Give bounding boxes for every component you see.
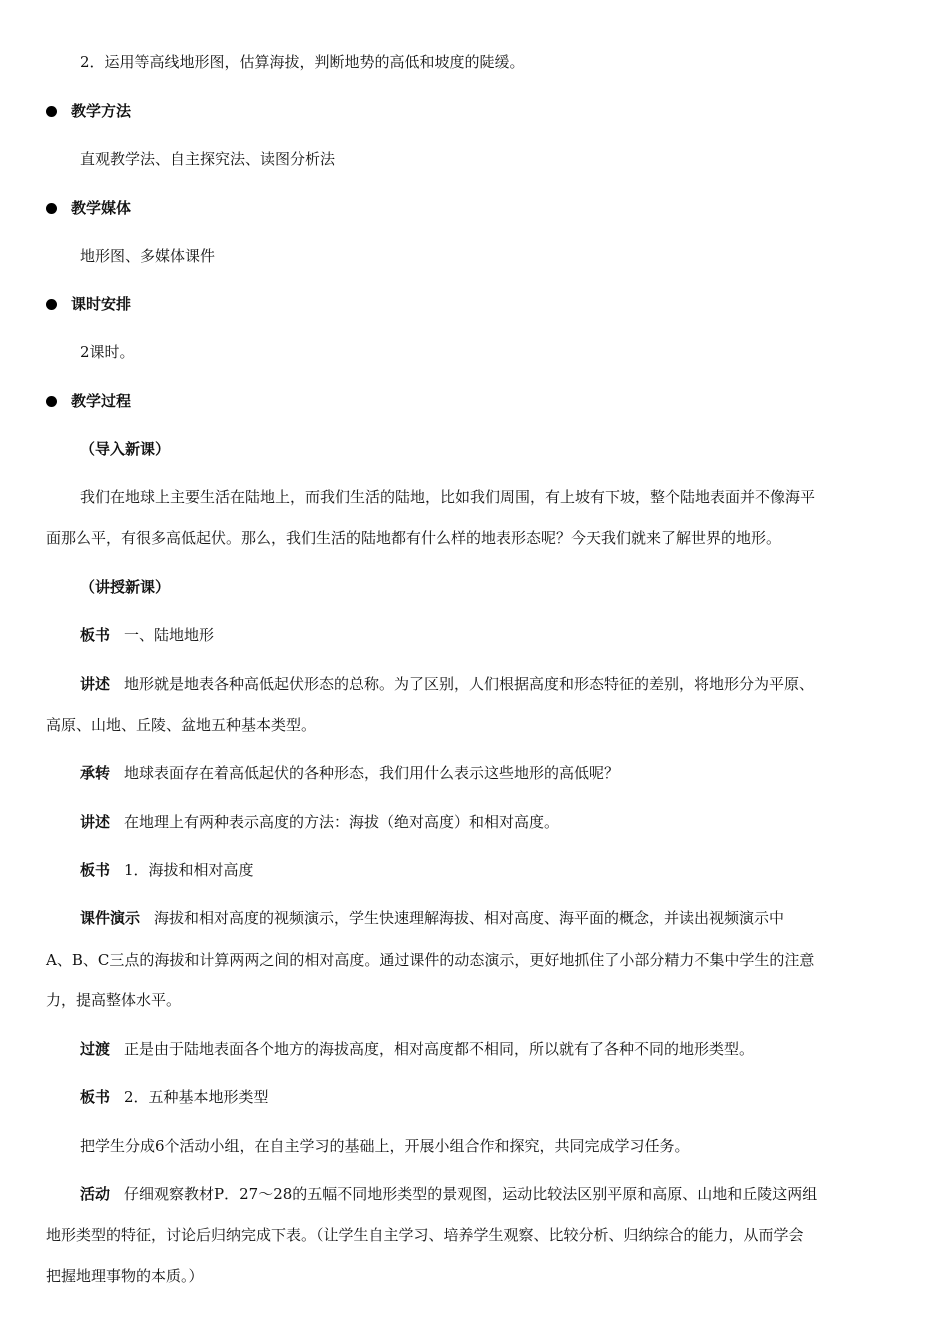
content: 海拔和相对高度的视频演示，学生快速理解海拔、相对高度、海平面的概念，并读出视频演示中 [154, 909, 785, 927]
heading-teaching-method [46, 101, 906, 121]
keyword: 板书 [80, 1088, 111, 1106]
transition-1 [80, 763, 940, 783]
heading-text: 课时安排 [71, 295, 132, 313]
class-schedule-text: 2课时。 [80, 343, 135, 361]
lecture-1-continued: 高原、山地、丘陵、盆地五种基本类型。 [46, 716, 317, 734]
activity [80, 1184, 940, 1204]
board-3 [80, 1087, 940, 1107]
content: 一、陆地地形 [124, 626, 215, 644]
content: 正是由于陆地表面各个地方的海拔高度，相对高度都不相同，所以就有了各种不同的地形类型。 [124, 1040, 755, 1058]
section-intro-title: （导入新课） [80, 440, 171, 458]
heading-teaching-media [46, 198, 906, 218]
heading-text: 教学方法 [71, 102, 132, 120]
keyword: 课件演示 [80, 909, 141, 927]
board-2 [80, 860, 940, 880]
lecture-1 [80, 674, 940, 694]
transition-2 [80, 1039, 940, 1059]
heading-text: 教学媒体 [71, 199, 132, 217]
bullet-icon [46, 299, 57, 310]
group-activity-text: 把学生分成6个活动小组，在自主学习的基础上，开展小组合作和探究，共同完成学习任务。 [80, 1137, 690, 1155]
bullet-icon [46, 106, 57, 117]
keyword: 承转 [80, 764, 111, 782]
bullet-icon [46, 396, 57, 407]
keyword: 板书 [80, 626, 111, 644]
content: 地形就是地表各种高低起伏形态的总称。为了区别，人们根据高度和形态特征的差别，将地形分为平原、 [124, 675, 815, 693]
bullet-icon [46, 203, 57, 214]
heading-text: 教学过程 [71, 392, 132, 410]
intro-paragraph-line-1: 我们在地球上主要生活在陆地上，而我们生活的陆地，比如我们周围，有上坡有下坡，整个陆地表面并不像海平 [80, 488, 816, 506]
keyword: 板书 [80, 861, 111, 879]
section-new-lesson-title: （讲授新课） [80, 578, 171, 596]
teaching-media-text: 地形图、多媒体课件 [80, 247, 216, 265]
activity-continued-2: 把握地理事物的本质。） [46, 1267, 204, 1285]
content: 地球表面存在着高低起伏的各种形态，我们用什么表示这些地形的高低呢？ [124, 764, 620, 782]
keyword: 讲述 [80, 813, 111, 831]
content: 在地理上有两种表示高度的方法：海拔（绝对高度）和相对高度。 [124, 813, 560, 831]
board-1 [80, 625, 940, 645]
objective-2: 2．运用等高线地形图，估算海拔，判断地势的高低和坡度的陡缓。 [80, 53, 525, 71]
content: 1．海拔和相对高度 [124, 861, 254, 879]
keyword: 活动 [80, 1185, 111, 1203]
content: 仔细观察教材P．27～28的五幅不同地形类型的景观图，运动比较法区别平原和高原、山地和丘陵这两组 [124, 1185, 818, 1203]
heading-teaching-process [46, 391, 906, 411]
intro-paragraph-line-2: 面那么平，有很多高低起伏。那么，我们生活的陆地都有什么样的地表形态呢？今天我们就来了解世界的地形。 [46, 529, 782, 547]
courseware-demo [80, 908, 940, 928]
content: 2．五种基本地形类型 [124, 1088, 269, 1106]
lecture-2 [80, 812, 940, 832]
activity-continued-1: 地形类型的特征，讨论后归纳完成下表。（让学生自主学习、培养学生观察、比较分析、归纳综合的能力，从而学会 [46, 1226, 804, 1244]
keyword: 过渡 [80, 1040, 111, 1058]
courseware-demo-continued-1: A、B、C三点的海拔和计算两两之间的相对高度。通过课件的动态演示，更好地抓住了小部分精力不集中学生的注意 [46, 951, 815, 969]
keyword: 讲述 [80, 675, 111, 693]
heading-class-schedule [46, 294, 906, 314]
teaching-method-text: 直观教学法、自主探究法、读图分析法 [80, 150, 336, 168]
courseware-demo-continued-2: 力，提高整体水平。 [46, 991, 182, 1009]
